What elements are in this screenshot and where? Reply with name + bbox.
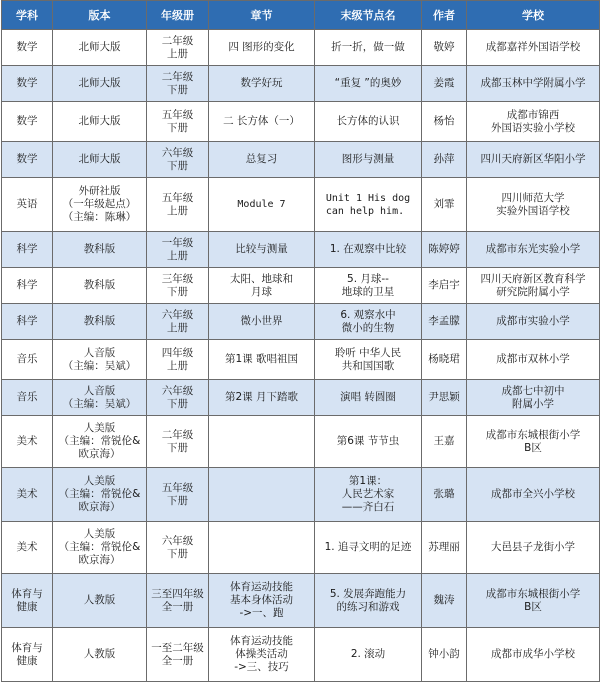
- cell-school: 成都市成华小学校: [467, 628, 600, 682]
- cell-grade: 一至二年级 全一册: [147, 628, 209, 682]
- cell-author: 王嘉: [422, 416, 467, 468]
- cell-subject: 数学: [2, 142, 53, 178]
- table-row: [2, 468, 600, 522]
- cell-chapter: 数学好玩: [209, 66, 315, 102]
- cell-subject: 英语: [2, 178, 53, 232]
- cell-node: 6. 观察水中 微小的生物: [315, 304, 422, 340]
- cell-node: 演唱 转圆圈: [315, 380, 422, 416]
- cell-subject: 科学: [2, 232, 53, 268]
- cell-grade: 五年级 上册: [147, 178, 209, 232]
- table-row: [2, 522, 600, 574]
- table-row: [2, 178, 600, 232]
- cell-grade: 二年级 下册: [147, 66, 209, 102]
- cell-grade: 二年级 上册: [147, 30, 209, 66]
- header-subject: 学科: [2, 1, 53, 30]
- cell-grade: 六年级 下册: [147, 380, 209, 416]
- cell-edition: 人教版: [53, 628, 147, 682]
- table-row: [2, 30, 600, 66]
- cell-author: 杨怡: [422, 102, 467, 142]
- cell-edition: 教科版: [53, 232, 147, 268]
- cell-grade: 三至四年级 全一册: [147, 574, 209, 628]
- table-row: [2, 142, 600, 178]
- cell-grade: 一年级 上册: [147, 232, 209, 268]
- cell-subject: 体育与 健康: [2, 574, 53, 628]
- cell-author: 苏理丽: [422, 522, 467, 574]
- course-table-wrapper: [1, 0, 599, 682]
- table-row: [2, 268, 600, 304]
- cell-node: 长方体的认识: [315, 102, 422, 142]
- cell-grade: 五年级 下册: [147, 468, 209, 522]
- cell-node: 折一折，做一做: [315, 30, 422, 66]
- header-row: [2, 1, 600, 30]
- cell-edition: 人音版 （主编：吴斌）: [53, 380, 147, 416]
- cell-edition: 外研社版 （一年级起点） （主编：陈琳）: [53, 178, 147, 232]
- cell-node: 1. 追寻文明的足迹: [315, 522, 422, 574]
- cell-author: 敬婷: [422, 30, 467, 66]
- cell-grade: 六年级 下册: [147, 522, 209, 574]
- cell-subject: 美术: [2, 522, 53, 574]
- table-row: [2, 574, 600, 628]
- cell-edition: 人音版 （主编：吴斌）: [53, 340, 147, 380]
- cell-subject: 音乐: [2, 380, 53, 416]
- cell-node: 图形与测量: [315, 142, 422, 178]
- cell-grade: 四年级 上册: [147, 340, 209, 380]
- cell-edition: 人教版: [53, 574, 147, 628]
- cell-school: 成都市实验小学: [467, 304, 600, 340]
- cell-edition: 教科版: [53, 304, 147, 340]
- cell-author: 陈婷婷: [422, 232, 467, 268]
- cell-school: 成都市双林小学: [467, 340, 600, 380]
- cell-school: 成都市东光实验小学: [467, 232, 600, 268]
- cell-node: 聆听 中华人民 共和国国歌: [315, 340, 422, 380]
- cell-grade: 二年级 下册: [147, 416, 209, 468]
- cell-grade: 三年级 下册: [147, 268, 209, 304]
- cell-school: 成都市东城根街小学 B区: [467, 416, 600, 468]
- cell-subject: 科学: [2, 304, 53, 340]
- cell-author: 李启宇: [422, 268, 467, 304]
- cell-edition: 人美版 （主编：常锐伦& 欧京海）: [53, 416, 147, 468]
- cell-subject: 数学: [2, 102, 53, 142]
- cell-subject: 音乐: [2, 340, 53, 380]
- cell-school: 四川天府新区教育科学 研究院附属小学: [467, 268, 600, 304]
- cell-edition: 北师大版: [53, 142, 147, 178]
- cell-school: 大邑县子龙街小学: [467, 522, 600, 574]
- cell-school: 成都市锦西 外国语实验小学校: [467, 102, 600, 142]
- table-row: [2, 232, 600, 268]
- table-row: [2, 380, 600, 416]
- cell-author: 魏涛: [422, 574, 467, 628]
- cell-node: 2. 滚动: [315, 628, 422, 682]
- cell-node: 第1课： 人民艺术家 ——齐白石: [315, 468, 422, 522]
- cell-chapter: 第2课 月下踏歌: [209, 380, 315, 416]
- table-row: [2, 102, 600, 142]
- cell-subject: 科学: [2, 268, 53, 304]
- cell-chapter: 微小世界: [209, 304, 315, 340]
- cell-school: 成都七中初中 附属小学: [467, 380, 600, 416]
- cell-edition: 人美版 （主编：常锐伦& 欧京海）: [53, 468, 147, 522]
- table-row: [2, 66, 600, 102]
- cell-node: “重复 ”的奥妙: [315, 66, 422, 102]
- cell-chapter: [209, 416, 315, 468]
- cell-edition: 北师大版: [53, 66, 147, 102]
- cell-school: 成都玉林中学附属小学: [467, 66, 600, 102]
- cell-author: 张璐: [422, 468, 467, 522]
- cell-node: Unit 1 His dog can help him.: [315, 178, 422, 232]
- header-school: 学校: [467, 1, 600, 30]
- cell-subject: 数学: [2, 30, 53, 66]
- cell-school: 成都嘉祥外国语学校: [467, 30, 600, 66]
- cell-chapter: 体育运动技能 体操类活动 ->三、技巧: [209, 628, 315, 682]
- header-edition: 版本: [53, 1, 147, 30]
- cell-author: 李孟朦: [422, 304, 467, 340]
- cell-school: 成都市全兴小学校: [467, 468, 600, 522]
- cell-node: 1. 在观察中比较: [315, 232, 422, 268]
- cell-school: 四川师范大学 实验外国语学校: [467, 178, 600, 232]
- cell-grade: 六年级 下册: [147, 142, 209, 178]
- cell-author: 杨晓珺: [422, 340, 467, 380]
- cell-edition: 北师大版: [53, 30, 147, 66]
- cell-chapter: [209, 522, 315, 574]
- cell-node: 5. 月球-- 地球的卫星: [315, 268, 422, 304]
- cell-subject: 体育与 健康: [2, 628, 53, 682]
- cell-chapter: 太阳、地球和 月球: [209, 268, 315, 304]
- cell-author: 孙萍: [422, 142, 467, 178]
- cell-chapter: 第1课 歌唱祖国: [209, 340, 315, 380]
- cell-chapter: Module 7: [209, 178, 315, 232]
- cell-chapter: 体育运动技能 基本身体活动 ->一、跑: [209, 574, 315, 628]
- table-row: [2, 340, 600, 380]
- cell-school: 成都市东城根街小学 B区: [467, 574, 600, 628]
- header-author: 作者: [422, 1, 467, 30]
- cell-author: 尹思颖: [422, 380, 467, 416]
- header-node: 末级节点名: [315, 1, 422, 30]
- cell-subject: 美术: [2, 416, 53, 468]
- cell-author: 钟小韵: [422, 628, 467, 682]
- cell-subject: 数学: [2, 66, 53, 102]
- cell-edition: 教科版: [53, 268, 147, 304]
- header-chapter: 章节: [209, 1, 315, 30]
- cell-author: 姜霞: [422, 66, 467, 102]
- cell-edition: 人美版 （主编：常锐伦& 欧京海）: [53, 522, 147, 574]
- cell-edition: 北师大版: [53, 102, 147, 142]
- cell-grade: 六年级 上册: [147, 304, 209, 340]
- cell-subject: 美术: [2, 468, 53, 522]
- cell-school: 四川天府新区华阳小学: [467, 142, 600, 178]
- cell-chapter: 四 图形的变化: [209, 30, 315, 66]
- header-grade: 年级册: [147, 1, 209, 30]
- cell-chapter: [209, 468, 315, 522]
- cell-node: 5. 发展奔跑能力 的练习和游戏: [315, 574, 422, 628]
- cell-chapter: 比较与测量: [209, 232, 315, 268]
- table-row: [2, 416, 600, 468]
- cell-chapter: 二 长方体（一）: [209, 102, 315, 142]
- cell-grade: 五年级 下册: [147, 102, 209, 142]
- table-row: [2, 304, 600, 340]
- cell-chapter: 总复习: [209, 142, 315, 178]
- table-row: [2, 628, 600, 682]
- cell-node: 第6课 节节虫: [315, 416, 422, 468]
- course-table: [1, 0, 600, 682]
- cell-author: 刘霏: [422, 178, 467, 232]
